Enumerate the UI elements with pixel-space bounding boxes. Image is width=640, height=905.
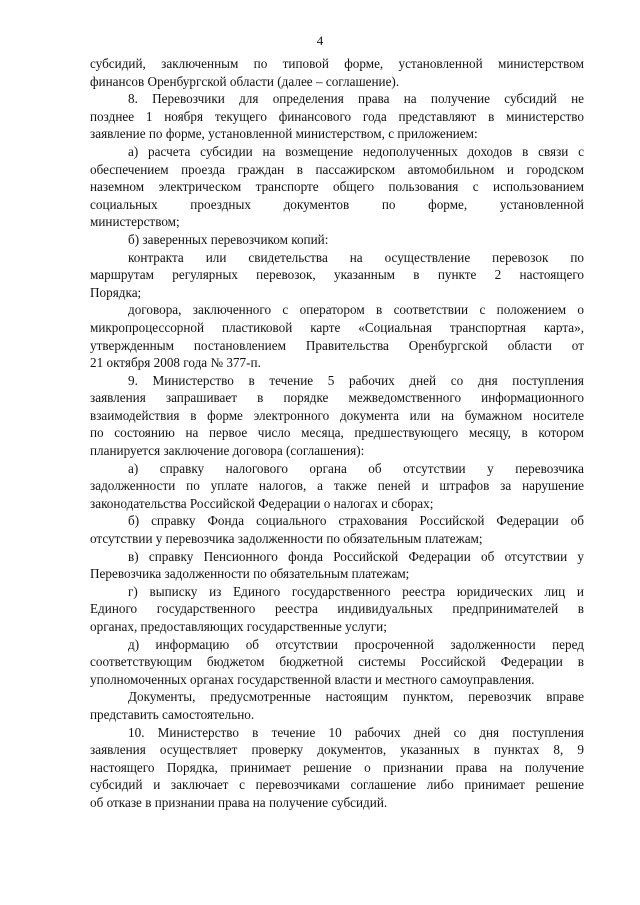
- text-line: д) информацию об отсутствии просроченной задолженности перед: [128, 636, 584, 652]
- text-line: а) справку налогового органа об отсутствии у перевозчика: [128, 460, 584, 476]
- text-line: планируется заключение договора (соглашения):: [90, 443, 365, 459]
- page-number: 4: [316, 33, 324, 48]
- text-line: социальных проездных документов по форме, установленной: [90, 196, 584, 212]
- text-line: заявления запрашивает в порядке межведомственного информационного: [90, 390, 584, 406]
- paragraph-item-8b-agreement: [90, 301, 584, 371]
- text-line: б) заверенных перевозчиком копий:: [128, 231, 329, 247]
- paragraph-item-9v: [90, 548, 584, 583]
- text-line: по состоянию на первое число месяца, предшествующего месяцу, в котором: [90, 425, 584, 441]
- text-line: позднее 1 ноября текущего финансового года представляют в министерство: [90, 108, 584, 124]
- text-line: Перевозчика задолженности по обязательным платежам;: [90, 566, 410, 582]
- text-line: органах, предоставляющих государственные услуги;: [90, 619, 387, 634]
- paragraph-item-8: [90, 90, 584, 143]
- text-line: субсидий и заключает с перевозчиками соглашение либо принимает решение: [90, 777, 584, 793]
- text-line: г) выписку из Единого государственного реестра юридических лиц и: [128, 583, 584, 599]
- paragraph-item-10: [90, 724, 584, 812]
- text-line: задолженности по уплате налогов, а также пеней и штрафов за нарушение: [90, 478, 584, 494]
- paragraph-intro: [90, 55, 584, 90]
- text-line: маршрутам регулярных перевозок, указанным в пункте 2 настоящего: [90, 267, 584, 283]
- text-line: финансов Оренбургской области (далее – соглашение).: [90, 73, 400, 89]
- paragraph-item-8b: [90, 231, 584, 249]
- text-line: законодательства Российской Федерации о налогах и сборах;: [90, 495, 434, 511]
- text-line: представить самостоятельно.: [90, 706, 255, 722]
- text-line: договора, заключенного с оператором в соответствии с положением о: [128, 302, 584, 318]
- text-line: об отказе в признании права на получение субсидий.: [90, 794, 388, 810]
- text-line: контракта или свидетельства на осуществление перевозок по: [128, 249, 584, 265]
- paragraph-item-9: [90, 372, 584, 460]
- text-line: отсутствии у перевозчика задолженности по обязательным платежам;: [90, 531, 483, 547]
- text-line: обеспечением проезда граждан в пассажирском автомобильном и городском: [90, 161, 584, 177]
- text-line: утвержденным постановлением Правительства Оренбургской области от: [90, 337, 584, 353]
- text-line: заявления осуществляет проверку документов, указанных в пунктах 8, 9: [90, 742, 584, 758]
- paragraph-item-9d: [90, 636, 584, 689]
- document-body: [90, 55, 584, 812]
- text-line: Порядка;: [90, 284, 142, 300]
- paragraph-item-9a: [90, 460, 584, 513]
- text-line: настоящего Порядка, принимает решение о признании права на получение: [90, 759, 584, 775]
- paragraph-item-8b-contract: [90, 249, 584, 302]
- text-line: 9. Министерство в течение 5 рабочих дней со дня поступления: [128, 372, 584, 388]
- text-line: 8. Перевозчики для определения права на получение субсидий не: [128, 91, 584, 107]
- text-line: микропроцессорной пластиковой карте «Социальная транспортная карта»,: [90, 319, 584, 335]
- text-line: в) справку Пенсионного фонда Российской Федерации об отсутствии у: [128, 548, 584, 564]
- text-line: Документы, предусмотренные настоящим пунктом, перевозчик вправе: [128, 689, 584, 705]
- text-line: а) расчета субсидии на возмещение недополученных доходов в связи с: [128, 143, 584, 159]
- text-line: 21 октября 2008 года № 377-п.: [90, 355, 261, 371]
- text-line: уполномоченных органах государственной власти и местного самоуправления.: [90, 671, 535, 687]
- text-line: Единого государственного реестра индивидуальных предпринимателей в: [90, 601, 584, 617]
- text-line: заявление по форме, установленной министерством, с приложением:: [90, 126, 478, 142]
- text-line: взаимодействия в форме электронного документа или на бумажном носителе: [90, 407, 584, 423]
- paragraph-item-9g: [90, 583, 584, 636]
- text-line: соответствующим бюджетом бюджетной системы Российской Федерации в: [90, 654, 584, 670]
- text-line: субсидий, заключенным по типовой форме, установленной министерством: [90, 56, 584, 71]
- text-line: наземном электрическом транспорте общего пользования с использованием: [90, 179, 584, 195]
- paragraph-item-9-documents: [90, 688, 584, 723]
- paragraph-item-8a: [90, 143, 584, 231]
- paragraph-item-9b: [90, 512, 584, 547]
- text-line: б) справку Фонда социального страхования Российской Федерации об: [128, 513, 584, 529]
- text-line: министерством;: [90, 214, 180, 230]
- text-line: 10. Министерство в течение 10 рабочих дней со дня поступления: [128, 724, 584, 740]
